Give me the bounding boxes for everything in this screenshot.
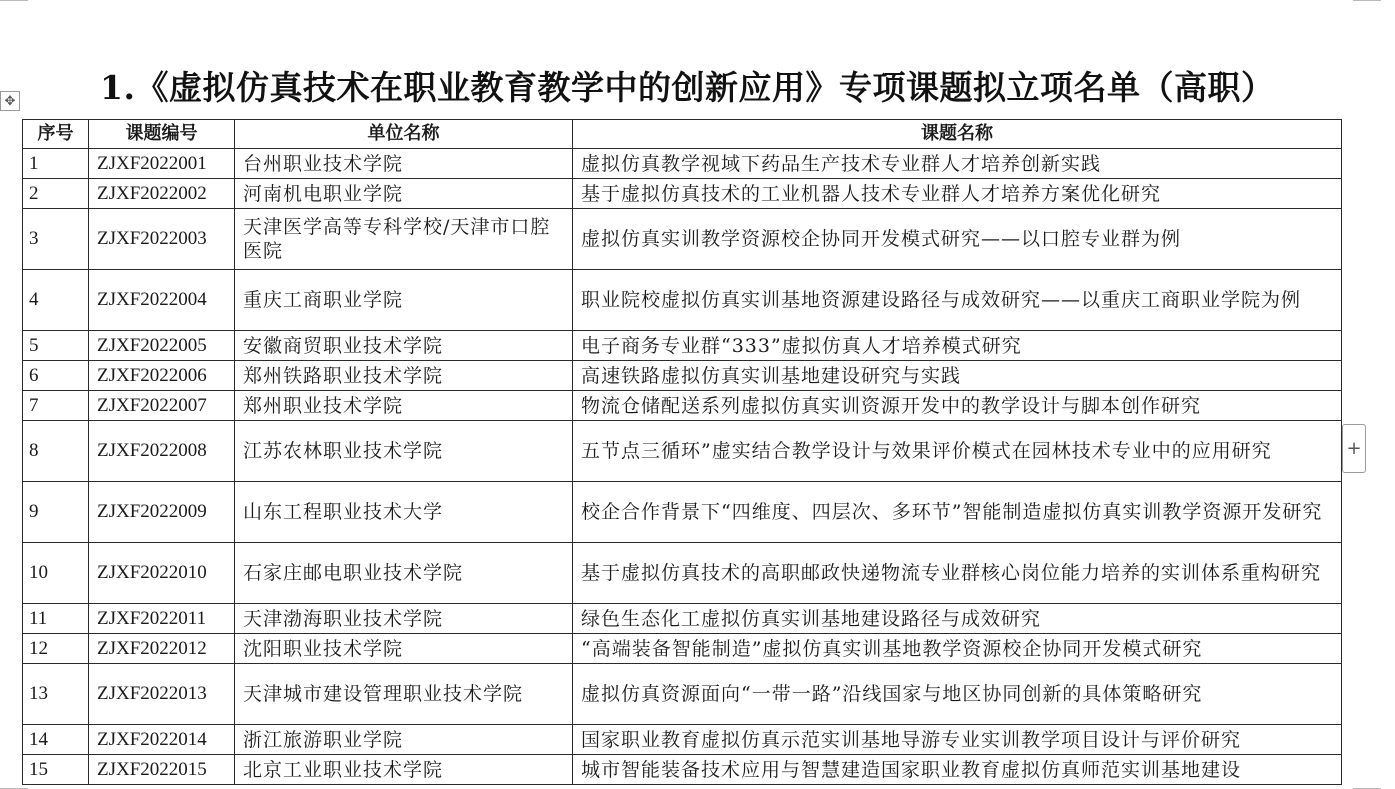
cell-unit[interactable]: 郑州铁路职业技术学院 (235, 361, 573, 391)
cell-code[interactable]: ZJXF2022012 (89, 634, 235, 664)
cell-seq[interactable]: 12 (23, 634, 89, 664)
cell-unit[interactable]: 安徽商贸职业技术学院 (235, 331, 573, 361)
cell-code[interactable]: ZJXF2022009 (89, 482, 235, 543)
table-row (23, 149, 1342, 179)
cell-code[interactable]: ZJXF2022003 (89, 209, 235, 270)
cell-code[interactable]: ZJXF2022010 (89, 543, 235, 604)
cell-seq[interactable]: 3 (23, 209, 89, 270)
cell-topic[interactable]: 高速铁路虚拟仿真实训基地建设研究与实践 (573, 361, 1342, 391)
table-move-handle-icon[interactable]: ✥ (0, 91, 20, 111)
table-header-row (23, 120, 1342, 149)
cell-code[interactable]: ZJXF2022005 (89, 331, 235, 361)
cell-unit[interactable]: 山东工程职业技术大学 (235, 482, 573, 543)
cell-topic[interactable]: 物流仓储配送系列虚拟仿真实训资源开发中的教学设计与脚本创作研究 (573, 391, 1342, 421)
table-row (23, 634, 1342, 664)
cell-topic[interactable]: 绿色生态化工虚拟仿真实训基地建设路径与成效研究 (573, 604, 1342, 634)
cell-unit[interactable]: 石家庄邮电职业技术学院 (235, 543, 573, 604)
cell-unit[interactable]: 北京工业职业技术学院 (235, 755, 573, 785)
cell-seq[interactable]: 5 (23, 331, 89, 361)
cell-seq[interactable]: 10 (23, 543, 89, 604)
cell-seq[interactable]: 14 (23, 725, 89, 755)
cell-topic[interactable]: 五节点三循环”虚实结合教学设计与效果评价模式在园林技术专业中的应用研究 (573, 421, 1342, 482)
header-topic: 课题名称 (573, 120, 1342, 149)
cell-code[interactable]: ZJXF2022002 (89, 179, 235, 209)
header-seq: 序号 (23, 120, 89, 149)
table-row (23, 421, 1342, 482)
cell-seq[interactable]: 4 (23, 270, 89, 331)
cell-topic[interactable]: 城市智能装备技术应用与智慧建造国家职业教育虚拟仿真师范实训基地建设 (573, 755, 1342, 785)
table-row (23, 664, 1342, 725)
cell-code[interactable]: ZJXF2022006 (89, 361, 235, 391)
cell-topic[interactable]: 电子商务专业群“333”虚拟仿真人才培养模式研究 (573, 331, 1342, 361)
page-corner-top-right (1353, 0, 1381, 11)
cell-code[interactable]: ZJXF2022007 (89, 391, 235, 421)
table-row (23, 270, 1342, 331)
cell-unit[interactable]: 沈阳职业技术学院 (235, 634, 573, 664)
cell-seq[interactable]: 9 (23, 482, 89, 543)
add-row-plus-icon[interactable]: + (1342, 424, 1366, 473)
cell-topic[interactable]: 国家职业教育虚拟仿真示范实训基地导游专业实训教学项目设计与评价研究 (573, 725, 1342, 755)
table-row (23, 391, 1342, 421)
cell-topic[interactable]: 基于虚拟仿真技术的工业机器人技术专业群人才培养方案优化研究 (573, 179, 1342, 209)
cell-topic[interactable]: 虚拟仿真教学视域下药品生产技术专业群人才培养创新实践 (573, 149, 1342, 179)
cell-unit[interactable]: 郑州职业技术学院 (235, 391, 573, 421)
page-corner-bottom-right (1353, 778, 1381, 789)
cell-code[interactable]: ZJXF2022011 (89, 604, 235, 634)
cell-seq[interactable]: 7 (23, 391, 89, 421)
cell-code[interactable]: ZJXF2022015 (89, 755, 235, 785)
cell-topic[interactable]: 基于虚拟仿真技术的高职邮政快递物流专业群核心岗位能力培养的实训体系重构研究 (573, 543, 1342, 604)
table-row (23, 209, 1342, 270)
table-row (23, 482, 1342, 543)
cell-seq[interactable]: 2 (23, 179, 89, 209)
cell-code[interactable]: ZJXF2022013 (89, 664, 235, 725)
cell-code[interactable]: ZJXF2022014 (89, 725, 235, 755)
cell-unit[interactable]: 天津渤海职业技术学院 (235, 604, 573, 634)
cell-seq[interactable]: 8 (23, 421, 89, 482)
table-row (23, 543, 1342, 604)
cell-topic[interactable]: 校企合作背景下“四维度、四层次、多环节”智能制造虚拟仿真实训教学资源开发研究 (573, 482, 1342, 543)
table-row (23, 179, 1342, 209)
cell-unit[interactable]: 江苏农林职业技术学院 (235, 421, 573, 482)
cell-seq[interactable]: 11 (23, 604, 89, 634)
table-row (23, 331, 1342, 361)
cell-unit[interactable]: 天津城市建设管理职业技术学院 (235, 664, 573, 725)
cell-topic[interactable]: “高端装备智能制造”虚拟仿真实训基地教学资源校企协同开发模式研究 (573, 634, 1342, 664)
header-code: 课题编号 (89, 120, 235, 149)
cell-seq[interactable]: 1 (23, 149, 89, 179)
cell-unit[interactable]: 台州职业技术学院 (235, 149, 573, 179)
table-row (23, 604, 1342, 634)
document-title: 1.《虚拟仿真技术在职业教育教学中的创新应用》专项课题拟立项名单（高职） (100, 68, 1275, 107)
cell-topic[interactable]: 职业院校虚拟仿真实训基地资源建设路径与成效研究——以重庆工商职业学院为例 (573, 270, 1342, 331)
cell-unit[interactable]: 重庆工商职业学院 (235, 270, 573, 331)
cell-code[interactable]: ZJXF2022008 (89, 421, 235, 482)
table-row (23, 755, 1342, 785)
table-row (23, 725, 1342, 755)
cell-code[interactable]: ZJXF2022004 (89, 270, 235, 331)
cell-unit[interactable]: 浙江旅游职业学院 (235, 725, 573, 755)
table-row (23, 361, 1342, 391)
header-unit: 单位名称 (235, 120, 573, 149)
cell-topic[interactable]: 虚拟仿真实训教学资源校企协同开发模式研究——以口腔专业群为例 (573, 209, 1342, 270)
cell-seq[interactable]: 13 (23, 664, 89, 725)
cell-unit[interactable]: 天津医学高等专科学校/天津市口腔医院 (235, 209, 573, 270)
cell-seq[interactable]: 15 (23, 755, 89, 785)
page-corner-top-left (0, 0, 28, 11)
cell-code[interactable]: ZJXF2022001 (89, 149, 235, 179)
cell-seq[interactable]: 6 (23, 361, 89, 391)
cell-unit[interactable]: 河南机电职业学院 (235, 179, 573, 209)
project-list-table (22, 119, 1342, 785)
cell-topic[interactable]: 虚拟仿真资源面向“一带一路”沿线国家与地区协同创新的具体策略研究 (573, 664, 1342, 725)
